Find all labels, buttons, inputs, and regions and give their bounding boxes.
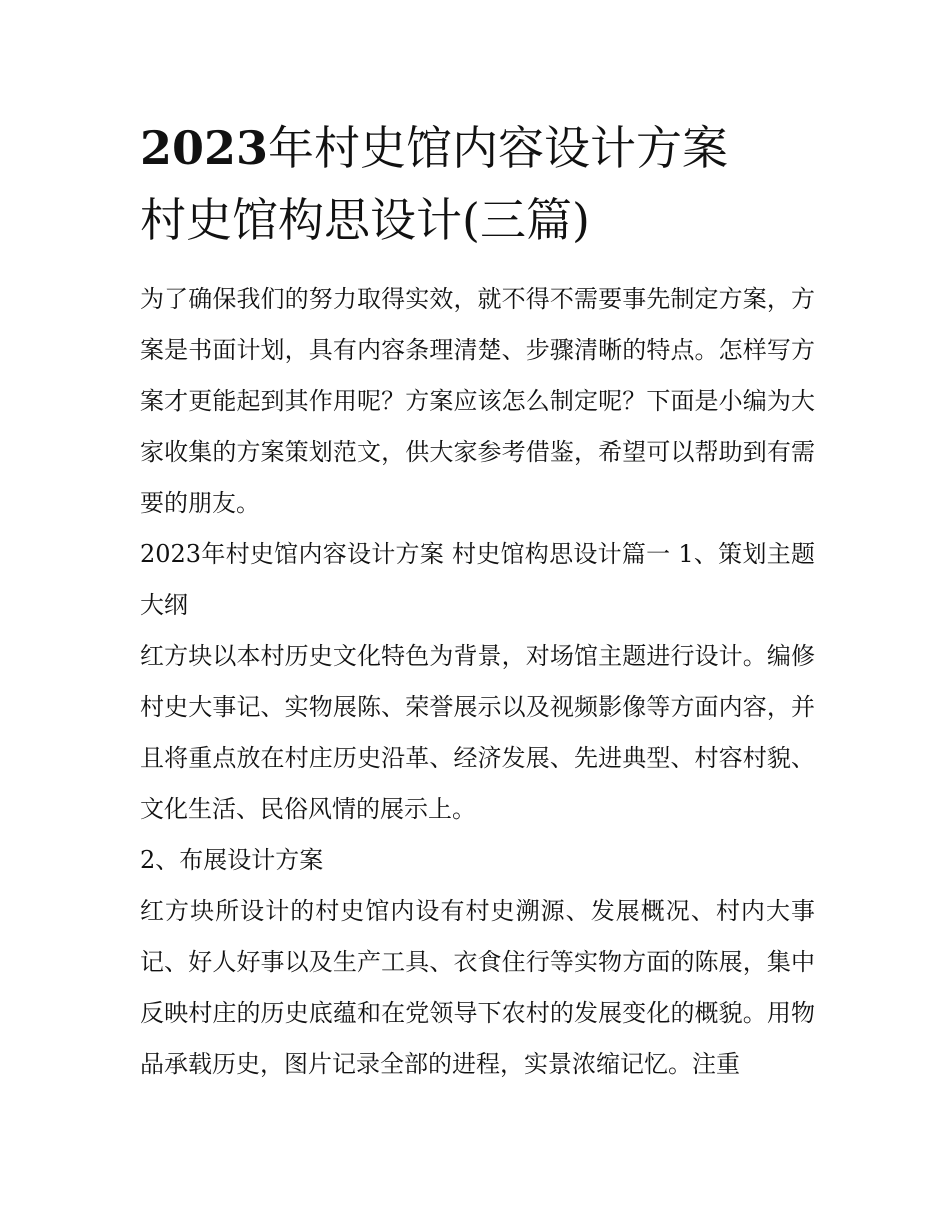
title-line-2: 村史馆构思设计(三篇) <box>140 193 590 247</box>
intro-paragraph: 为了确保我们的努力取得实效，就不得不需要事先制定方案，方案是书面计划，具有内容条理清楚、步骤清晰的特点。怎样写方案才更能起到其作用呢？方案应该怎么制定呢？下面是小编为大家收集的方案策划范文，供大家参考借鉴，希望可以帮助到有需要的朋友。 <box>140 285 815 517</box>
document-page <box>140 112 815 1090</box>
document-body <box>140 274 815 1090</box>
title-year: 2023 <box>140 121 269 175</box>
title-line-1 <box>140 112 815 184</box>
body-paragraph-2: 红方块所设计的村史馆内设有村史溯源、发展概况、村内大事记、好人好事以及生产工具、衣食住行等实物方面的陈展，集中反映村庄的历史底蕴和在党领导下农村的发展变化的概貌。用物品承载历史，图片记录全部的进程，实景浓缩记忆。注重 <box>140 897 815 1078</box>
title-line-1-text: 年村史馆内容设计方案 <box>268 121 729 175</box>
body-paragraph-1: 红方块以本村历史文化特色为背景，对场馆主题进行设计。编修村史大事记、实物展陈、荣誉展示以及视频影像等方面内容，并且将重点放在村庄历史沿革、经济发展、先进典型、村容村貌、文化生活、民俗风情的展示上。 <box>140 642 815 823</box>
section-heading-2: 2、布展设计方案 <box>140 846 324 874</box>
document-title <box>140 112 815 256</box>
section-heading-1: 2023年村史馆内容设计方案 村史馆构思设计篇一 1、策划主题大纲 <box>140 540 815 619</box>
